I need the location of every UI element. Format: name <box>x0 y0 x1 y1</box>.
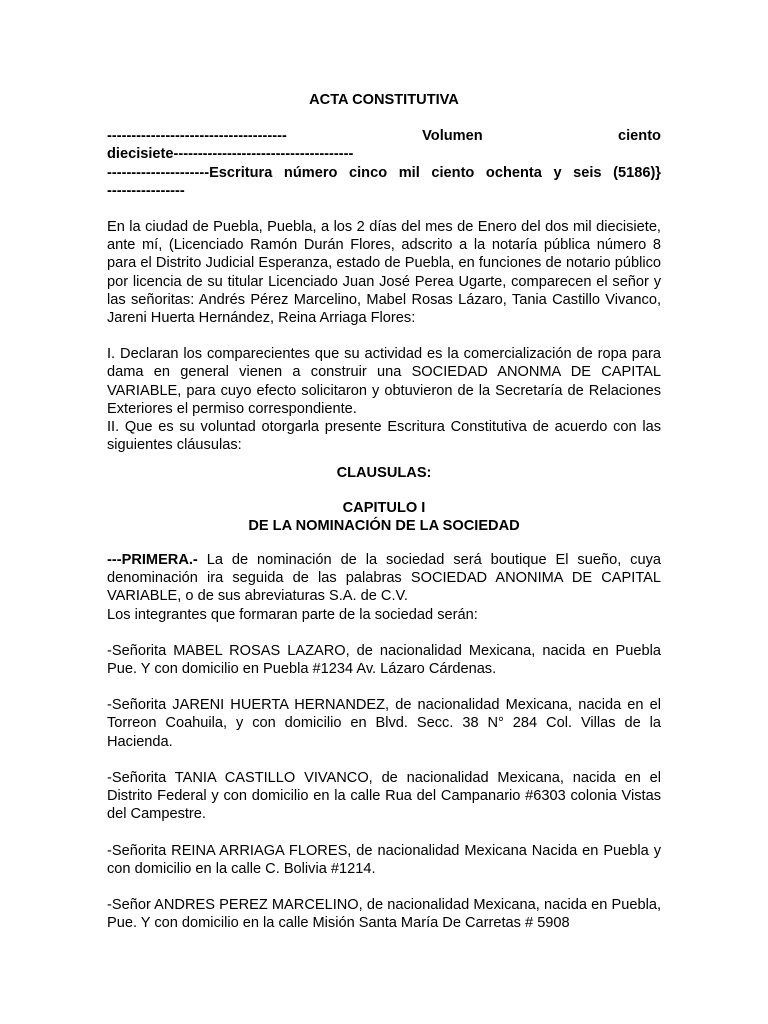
clausula-primera-text: La de nominación de la sociedad será boutique El sueño, cuya denominación ira seguida de las palabras SOCIEDAD ANONIMA DE CAPITAL VARIABLE, o de sus abreviaturas S.A. de C.V. <box>107 552 661 605</box>
members-intro: Los integrantes que formaran parte de la sociedad serán: <box>107 606 478 623</box>
header-ciento-word: ciento <box>618 128 661 145</box>
member-jareni: -Señorita JARENI HUERTA HERNANDEZ, de nacionalidad Mexicana, nacida en el Torreon Coahuila, y con domicilio en Blvd. Secc. 38 N° 284 Col. Villas de la Hacienda. <box>107 697 661 750</box>
declaration-1: I. Declaran los comparecientes que su actividad es la comercialización de ropa para dama en general vienen a construir una SOCIEDAD ANONMA DE CAPITAL VARIABLE, para cuyo efecto solicitaron y obtuvieron de la Secretaría de Relaciones Exteriores el permiso correspondiente. <box>107 346 661 417</box>
chapter-title: DE LA NOMINACIÓN DE LA SOCIEDAD <box>248 517 520 534</box>
member-tania: -Señorita TANIA CASTILLO VIVANCO, de nacionalidad Mexicana, nacida en el Distrito Federal y con domicilio en la calle Rua del Campanario #6303 colonia Vistas del Campestre. <box>107 769 661 823</box>
chapter-number: CAPITULO I <box>342 499 426 516</box>
header-line-dashes-end: ---------------- <box>107 182 185 199</box>
header-line-escritura <box>107 164 661 182</box>
clausulas-heading: CLAUSULAS: <box>336 465 432 482</box>
intro-paragraph: En la ciudad de Puebla, Puebla, a los 2 días del mes de Enero del dos mil diecisiete, ante mí, (Licenciado Ramón Durán Flores, adscrito a la notaría pública número 8 para el Distrito Judicial Esperanza, estado de Puebla, en funciones de notario público por licencia de su titular Licenciado Juan José Perea Ugarte, comparecen el señor y las señoritas: Andrés Pérez Marcelino, Mabel Rosas Lázaro, Tania Castillo Vivanco, Jareni Huerta Hernández, Reina Arriaga Flores: <box>107 219 661 327</box>
header-line-volumen <box>107 127 661 145</box>
document-page <box>107 91 661 932</box>
header-volumen-word: Volumen <box>422 128 483 145</box>
clausula-primera <box>107 551 661 606</box>
header-dashes-2: --------------------- <box>107 164 210 181</box>
member-mabel: -Señorita MABEL ROSAS LAZARO, de nacionalidad Mexicana, nacida en Puebla Pue. Y con domicilio en Puebla #1234 Av. Lázaro Cárdenas. <box>107 642 661 678</box>
document-title: ACTA CONSTITUTIVA <box>309 92 459 108</box>
header-line-diecisiete: diecisiete------------------------------------- <box>107 146 354 163</box>
clausula-primera-label: ---PRIMERA.- <box>107 552 198 569</box>
header-escritura-text: Escritura número cinco mil ciento ochenta y seis (5186)} <box>209 164 661 181</box>
member-andres: -Señor ANDRES PEREZ MARCELINO, de nacionalidad Mexicana, nacida en Puebla, Pue. Y con domicilio en la calle Misión Santa María De Carretas # 5908 <box>107 896 661 932</box>
member-reina: -Señorita REINA ARRIAGA FLORES, de nacionalidad Mexicana Nacida en Puebla y con domicilio en la calle C. Bolivia #1214. <box>107 842 661 877</box>
declaration-2: II. Que es su voluntad otorgarla presente Escritura Constitutiva de acuerdo con las siguientes cláusulas: <box>107 419 661 454</box>
header-dashes: ------------------------------------- <box>107 128 287 145</box>
